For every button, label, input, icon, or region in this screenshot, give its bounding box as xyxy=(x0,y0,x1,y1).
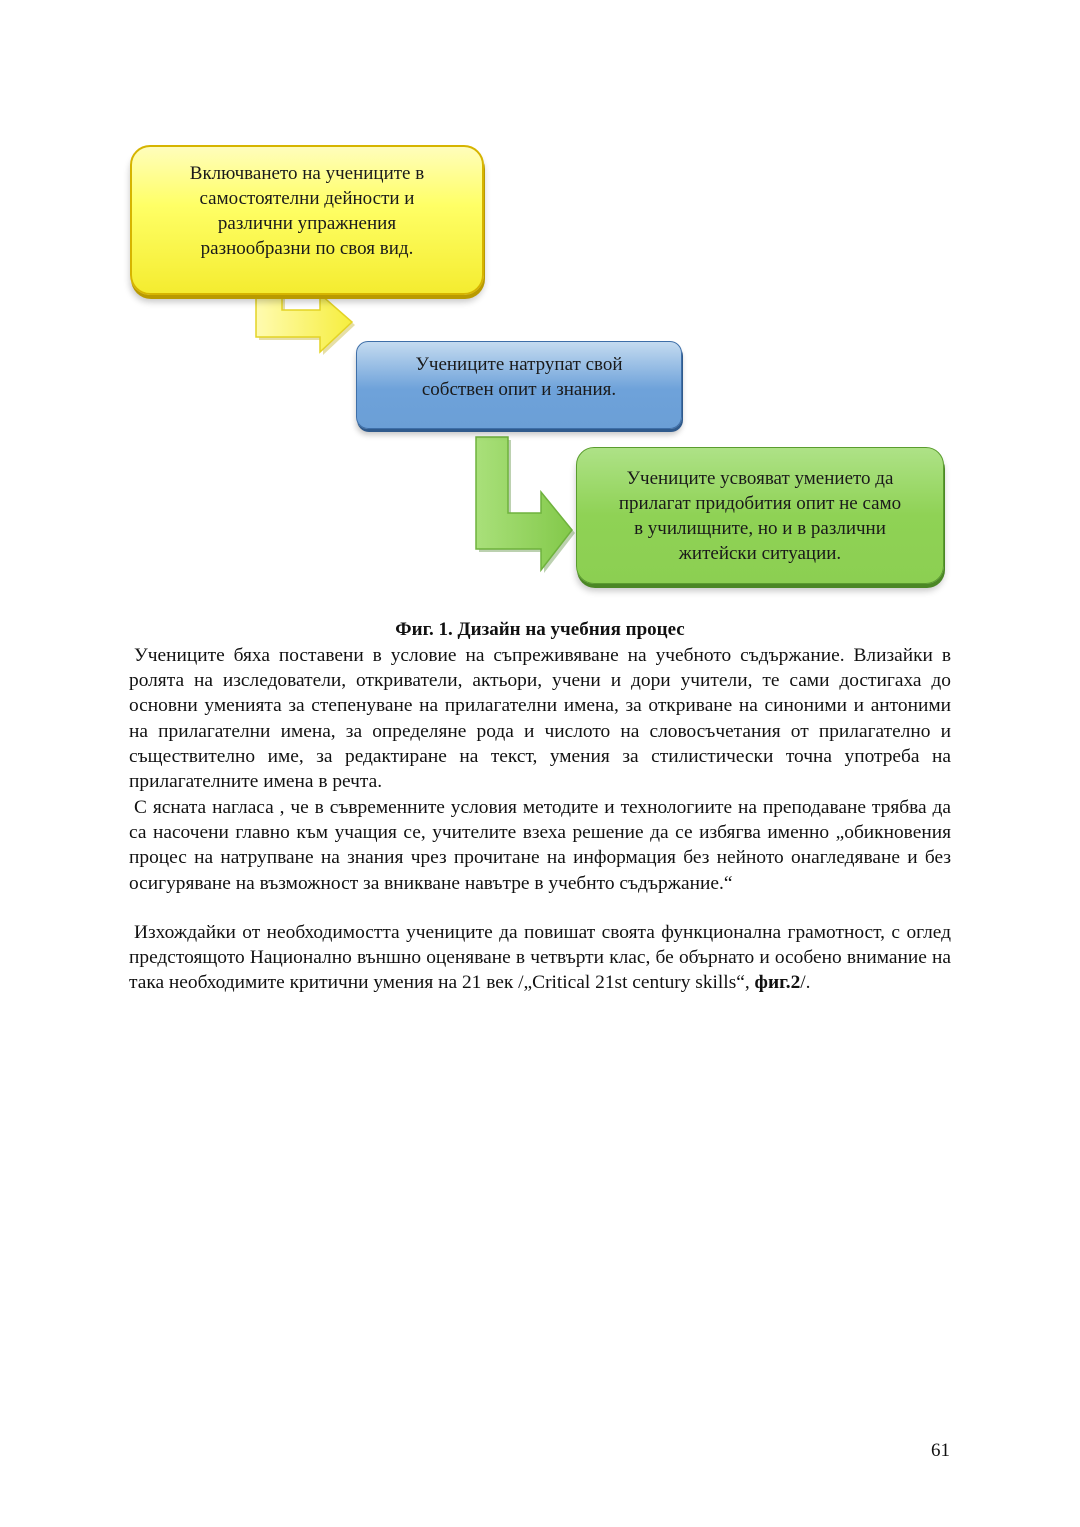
flow-box-application xyxy=(576,447,944,584)
body-paragraph-1: Учениците бяха поставени в условие на съпреживяване на учебното съдържание. Влизайки в ролята на изследователи, откриватели, актьори, учени и дори учители, те сами достигаха до основни уменията за степенуване на прилагателни имена, за откриване на синоними и антоними на прилагателни имена, за определяне рода и числото на словосъчетания от прилагателно и съществително име, за редактиране на текст, умения за стилистически точна употреба на прилагателните имена в речта. xyxy=(129,645,951,793)
flow-box-inclusion xyxy=(130,145,484,295)
figure-reference: фиг.2 xyxy=(754,972,801,994)
body-paragraph-3-text: Изхождайки от необходимостта учениците да повишат своята функционална грамотност, с оглед предстоящото Национално външно оценяване в четвърти клас, бе обърнато и особено внимание на така необходимите критични умения на 21 век /„Critical 21st century skills“, xyxy=(129,922,951,994)
flow-box-inclusion-text: Включването на учениците в самостоятелни дейности и различни упражнения разнообразни по своя вид. xyxy=(189,163,425,259)
flow-box-experience-text: Учениците натрупат свой собствен опит и знания. xyxy=(415,354,623,400)
flow-box-experience xyxy=(356,341,682,429)
arrow-green-icon xyxy=(476,437,575,573)
body-paragraph-3 xyxy=(129,920,951,996)
flow-box-application-text: Учениците усвояват умението да прилагат придобития опит не само в училищните, но и в различни житейски ситуации. xyxy=(618,467,902,564)
body-paragraph-3-end: /. xyxy=(800,972,811,994)
page-number: 61 xyxy=(931,1440,950,1461)
figure-caption: Фиг. 1. Дизайн на учебния процес xyxy=(395,619,685,640)
body-paragraph-2: С ясната нагласа , че в съвременните условия методите и технологиите на преподаване трябва да са насочени главно към учащия се, учителите взеха решение да се избягва именно „обикновения процес на натрупване на знания чрез прочитане на информация без нейното онагледяване и без осигуряване на възможност за вникване навътре в учебнто съдържание.“ xyxy=(129,797,951,894)
